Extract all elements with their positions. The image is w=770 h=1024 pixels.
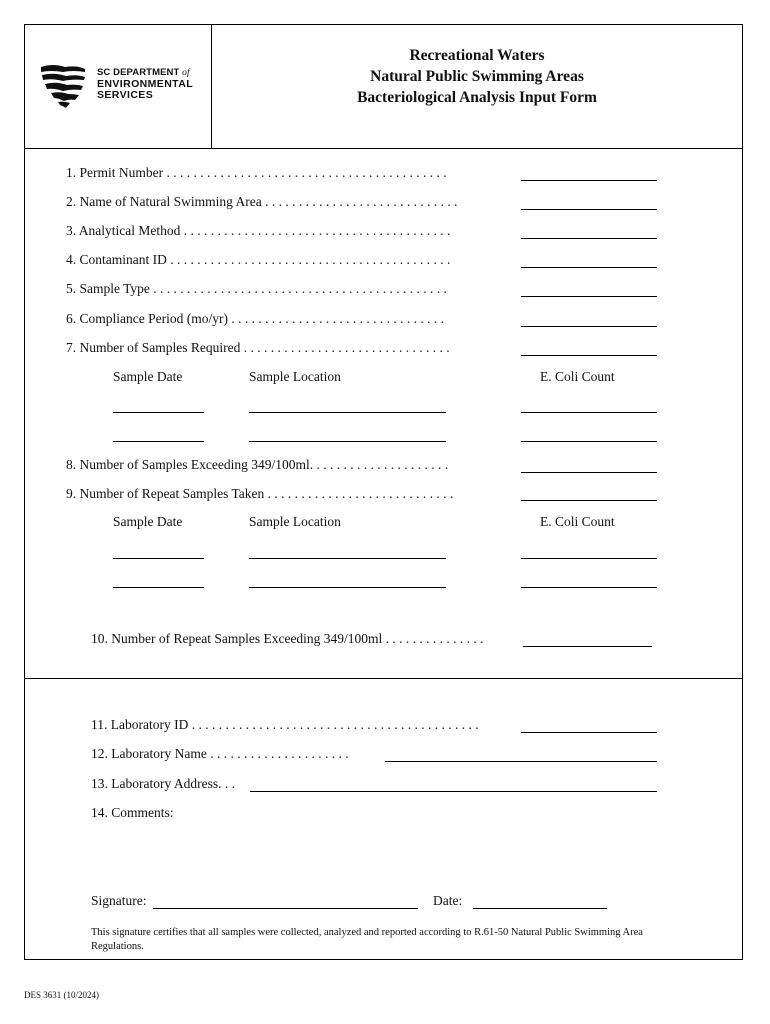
permit-number-field[interactable]	[521, 180, 657, 181]
sample-location-field[interactable]	[249, 441, 446, 442]
contaminant-id-field[interactable]	[521, 267, 657, 268]
comments-area[interactable]	[91, 825, 657, 880]
field-label-contaminant-id: 4. Contaminant ID . . . . . . . . . . . . . . . . . . . . . . . . . . . . . . . . . . . . . . . . . .	[66, 252, 451, 267]
state-map-logo-icon	[39, 63, 87, 109]
field-label-laboratory-id: 11. Laboratory ID . . . . . . . . . . . . . . . . . . . . . . . . . . . . . . . . . . . . . . . . . . .	[91, 717, 479, 732]
analytical-method-field[interactable]	[521, 238, 657, 239]
repeat-sample-date-field[interactable]	[113, 587, 204, 588]
repeat-samples-taken-field[interactable]	[521, 500, 657, 501]
compliance-period-field[interactable]	[521, 326, 657, 327]
column-sample-location: Sample Location	[249, 514, 341, 529]
samples-required-field[interactable]	[521, 355, 657, 356]
field-label-laboratory-address: 13. Laboratory Address. . .	[91, 776, 235, 791]
repeat-sample-location-field[interactable]	[249, 558, 446, 559]
sample-location-field[interactable]	[249, 412, 446, 413]
title-line-1: Recreational Waters	[409, 47, 545, 64]
repeat-sample-location-field[interactable]	[249, 587, 446, 588]
field-label-repeat-samples-taken: 9. Number of Repeat Samples Taken . . . . . . . . . . . . . . . . . . . . . . . . . . . .	[66, 486, 454, 501]
certification-note: This signature certifies that all samples were collected, analyzed and reported according to R.61-50 Natural Public Swimming Area Regulations.	[91, 927, 643, 952]
agency-logo-text	[97, 67, 193, 101]
title-line-3: Bacteriological Analysis Input Form	[357, 89, 597, 106]
logo-line-2: ENVIRONMENTAL	[97, 78, 194, 90]
sample-date-field[interactable]	[113, 412, 204, 413]
column-sample-date: Sample Date	[113, 369, 183, 384]
field-label-samples-exceeding: 8. Number of Samples Exceeding 349/100ml. . . . . . . . . . . . . . . . . . . . .	[66, 457, 449, 472]
date-field[interactable]	[473, 908, 607, 909]
column-sample-date: Sample Date	[113, 514, 183, 529]
logo-line-3: SERVICES	[97, 89, 154, 101]
field-label-repeat-samples-exceeding: 10. Number of Repeat Samples Exceeding 349/100ml . . . . . . . . . . . . . . .	[91, 631, 484, 646]
sample-type-field[interactable]	[521, 296, 657, 297]
repeat-sample-date-field[interactable]	[113, 558, 204, 559]
signature-field[interactable]	[153, 908, 418, 909]
form-header	[25, 25, 742, 149]
column-ecoli-count: E. Coli Count	[540, 369, 615, 384]
field-label-laboratory-name: 12. Laboratory Name . . . . . . . . . . . . . . . . . . . . .	[91, 746, 349, 761]
laboratory-address-field[interactable]	[250, 791, 657, 792]
repeat-ecoli-count-field[interactable]	[521, 587, 657, 588]
ecoli-count-field[interactable]	[521, 441, 657, 442]
ecoli-count-field[interactable]	[521, 412, 657, 413]
title-line-2: Natural Public Swimming Areas	[370, 68, 584, 85]
form-number: DES 3631 (10/2024)	[24, 990, 99, 1000]
laboratory-id-field[interactable]	[521, 732, 657, 733]
repeat-samples-exceeding-field[interactable]	[523, 646, 652, 647]
date-label: Date:	[433, 893, 463, 908]
laboratory-name-field[interactable]	[385, 761, 657, 762]
field-label-swimming-area-name: 2. Name of Natural Swimming Area . . . . . . . . . . . . . . . . . . . . . . . . . . . . .	[66, 194, 458, 209]
column-sample-location: Sample Location	[249, 369, 341, 384]
column-ecoli-count: E. Coli Count	[540, 514, 615, 529]
field-label-comments: 14. Comments:	[91, 805, 174, 820]
signature-label: Signature:	[91, 893, 147, 908]
logo-cell	[25, 25, 212, 148]
repeat-ecoli-count-field[interactable]	[521, 558, 657, 559]
field-label-samples-required: 7. Number of Samples Required . . . . . . . . . . . . . . . . . . . . . . . . . . . . . . .	[66, 340, 450, 355]
sample-date-field[interactable]	[113, 441, 204, 442]
field-label-sample-type: 5. Sample Type . . . . . . . . . . . . . . . . . . . . . . . . . . . . . . . . . . . . . . . . . . . .	[66, 281, 447, 296]
field-label-permit-number: 1. Permit Number . . . . . . . . . . . . . . . . . . . . . . . . . . . . . . . . . . . . . . . . . .	[66, 165, 447, 180]
logo-line-1-of: of	[182, 68, 190, 78]
form-title	[212, 25, 742, 148]
section-divider	[25, 678, 742, 679]
swimming-area-name-field[interactable]	[521, 209, 657, 210]
field-label-compliance-period: 6. Compliance Period (mo/yr) . . . . . . . . . . . . . . . . . . . . . . . . . . . . . . . .	[66, 311, 444, 326]
field-label-analytical-method: 3. Analytical Method . . . . . . . . . . . . . . . . . . . . . . . . . . . . . . . . . . . . . . . .	[66, 223, 451, 238]
logo-line-1: SC DEPARTMENT	[97, 67, 180, 78]
samples-exceeding-field[interactable]	[521, 472, 657, 473]
